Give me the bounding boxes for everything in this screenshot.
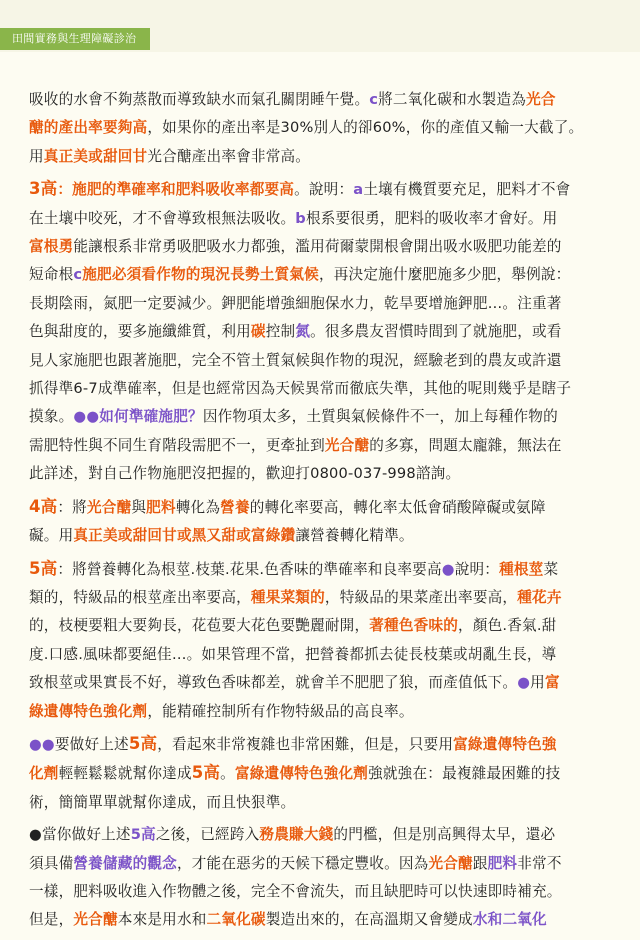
body-text: 輕輕鬆鬆就幫你達成 xyxy=(58,765,192,783)
body-text: 轉化為 xyxy=(175,498,221,516)
body-text: 強就強在：最複雜最困難的技 xyxy=(368,765,561,783)
body-text: 礙。用 xyxy=(29,527,74,545)
highlight-text: c xyxy=(73,266,83,284)
highlight-text: 肥料 xyxy=(146,498,176,516)
text-line xyxy=(29,233,619,261)
body-text: 在土壤中咬死，才不會導致根無法吸收。 xyxy=(29,209,296,227)
body-text: 須具備 xyxy=(29,854,74,872)
text-line xyxy=(29,175,619,204)
body-text: 根系要很勇，肥料的吸收率才會好。用 xyxy=(305,209,558,227)
body-text: 土壤有機質要充足，肥料才不會 xyxy=(363,181,571,199)
body-text: ，顏色.香氣.甜 xyxy=(458,617,557,635)
highlight-text: 施肥必須看作物的現況長勢土質氣候 xyxy=(82,266,319,284)
text-line xyxy=(29,821,619,849)
body-text: 跟 xyxy=(472,854,488,872)
text-line xyxy=(29,906,619,934)
highlight-text: 光合 xyxy=(526,91,556,108)
highlight-text: ● xyxy=(441,560,455,578)
body-text: ，特級品的果菜產出率要高， xyxy=(324,588,518,606)
body-text: 一樣，肥料吸收進入作物體之後，完全不會流失，而且缺肥時可以快速即時補充。 xyxy=(29,882,562,900)
text-line xyxy=(29,403,619,431)
text-line xyxy=(29,641,619,669)
highlight-text: 5高 xyxy=(130,826,156,844)
highlight-text: 4高 xyxy=(29,496,58,516)
body-text: 抓得準6-7成準確率，但是也經常因為天候異常而徹底失準，其他的呢則幾乎是瞎子 xyxy=(29,380,572,398)
paragraph xyxy=(29,821,619,935)
paragraph xyxy=(29,493,619,551)
body-text: ，看起來非常複雜也非常困難，但是，只要用 xyxy=(157,735,454,753)
body-text: 非常不 xyxy=(517,854,562,872)
body-text: 的多寡，問題太龐雜，無法在 xyxy=(369,436,562,454)
body-text: 製造出來的，在高溫期又會變成 xyxy=(265,911,473,929)
highlight-text: 營養儲藏的觀念 xyxy=(73,854,177,872)
text-line xyxy=(29,205,619,233)
text-line xyxy=(29,789,619,817)
highlight-text: ●●如何準確施肥？ xyxy=(73,408,203,426)
highlight-text: ● xyxy=(29,826,42,844)
section-tab: 田間實務與生理障礙診治 xyxy=(0,28,150,50)
body-text: 讓營養轉化精準。 xyxy=(295,527,414,545)
body-text: 將二氧化碳和水製造為 xyxy=(378,91,527,108)
body-text: 因作物項太多，土質與氣候條件不一，加上每種作物的 xyxy=(202,408,558,426)
body-text: 。很多農友習慣時間到了就施肥，或看 xyxy=(310,323,562,341)
highlight-text: 二氧化碳 xyxy=(206,911,266,929)
body-text: ，如果你的產出率是30%別人的卻60%，你的產值又輸一大截了。 xyxy=(147,119,584,137)
text-line xyxy=(29,375,619,403)
body-text: 能讓根系非常勇吸肥吸水力都強，濫用荷爾蒙開根會開出吸水吸肥功能差的 xyxy=(73,238,562,256)
highlight-text: a xyxy=(353,181,364,199)
highlight-text: 5高 xyxy=(29,558,58,578)
body-text: 但是， xyxy=(29,911,74,929)
highlight-text: 醣的產出率要夠高 xyxy=(29,119,148,137)
body-text: 說明： xyxy=(454,560,500,578)
highlight-text: 光合醣 xyxy=(86,498,132,516)
body-text: 長期陰雨，氮肥一定要減少。鉀肥能增強細胞保水力，乾旱要增施鉀肥…。注重著 xyxy=(29,294,562,312)
highlight-text: 種果菜類的 xyxy=(250,588,325,606)
text-line xyxy=(29,612,619,640)
body-text: 控制 xyxy=(265,323,296,341)
body-text: 摸象。 xyxy=(29,408,74,426)
text-line xyxy=(29,290,619,318)
body-text: 此詳述，對自己作物施肥沒把握的，歡迎打0800-037-998諮詢。 xyxy=(29,465,461,483)
text-line xyxy=(29,878,619,906)
text-line xyxy=(29,432,619,460)
body-text: ，才能在惡劣的天候下穩定豐收。因為 xyxy=(176,854,429,872)
text-line xyxy=(29,114,619,142)
body-text: 用 xyxy=(530,674,545,692)
highlight-text: c xyxy=(369,91,379,108)
text-line xyxy=(29,347,619,375)
body-text: 菜 xyxy=(543,560,559,578)
text-line xyxy=(29,759,619,788)
body-text: 短命根 xyxy=(29,266,74,284)
text-line xyxy=(29,318,619,346)
body-text: 與 xyxy=(131,498,147,516)
text-line xyxy=(29,555,619,584)
highlight-text: 種根莖 xyxy=(499,560,544,578)
body-text: 光合醣產出率會非常高。 xyxy=(147,147,311,165)
body-text: 的，枝梗要粗大要夠長，花苞要大花色要艷麗耐開， xyxy=(29,617,370,635)
highlight-text: 真正美或甜回甘或黑又甜或富綠鑽 xyxy=(73,527,296,545)
highlight-text: 5高 xyxy=(191,763,221,783)
body-text: 的轉化率要高，轉化率太低會硝酸障礙或氨障 xyxy=(249,498,546,516)
body-text: 用 xyxy=(29,147,44,165)
highlight-text: 5高 xyxy=(128,733,158,753)
text-line xyxy=(29,493,619,522)
paragraph xyxy=(29,555,619,726)
body-text: 本來是用水和 xyxy=(117,911,207,929)
body-text: 色與甜度的，要多施纖維質，利用 xyxy=(29,323,251,341)
highlight-text: 化劑 xyxy=(29,765,59,783)
body-text: 需肥特性與不同生育階段需肥不一，更牽扯到 xyxy=(29,436,325,454)
text-line xyxy=(29,669,619,697)
highlight-text: 真正美或甜回甘 xyxy=(43,147,148,165)
body-text: 的門檻，但是別高興得太早，還必 xyxy=(333,826,556,844)
highlight-text: 肥料 xyxy=(487,854,518,872)
highlight-text: 種花卉 xyxy=(517,588,562,606)
text-line xyxy=(29,698,619,726)
body-text: 當你做好上述 xyxy=(41,826,131,844)
text-line xyxy=(29,522,619,550)
paragraph xyxy=(29,175,619,488)
body-text: ：將營養轉化為根莖.枝葉.花果.色香味的準確率和良率要高 xyxy=(57,560,442,578)
text-line xyxy=(29,86,619,114)
body-text: ，能精確控制所有作物特級品的高良率。 xyxy=(147,702,414,720)
highlight-text: 富綠遺傳特色強化劑 xyxy=(234,765,369,783)
text-line xyxy=(29,730,619,759)
highlight-text: 3高 xyxy=(29,179,58,199)
body-text: 術，簡簡單單就幫你達成，而且快狠準。 xyxy=(29,793,296,811)
body-text: 要做好上述 xyxy=(54,735,129,753)
highlight-text: 光合醣 xyxy=(324,436,370,454)
body-text: 之後，已經跨入 xyxy=(155,826,260,844)
text-line xyxy=(29,460,619,488)
paragraph xyxy=(29,730,619,817)
body-text: ，再決定施什麼肥施多少肥，舉例說： xyxy=(318,266,571,284)
highlight-text: 光合醣 xyxy=(428,854,473,872)
body-text: 。 xyxy=(220,765,235,783)
highlight-text: 水和二氧化 xyxy=(472,911,547,929)
body-text: 類的，特級品的根莖產出率要高， xyxy=(29,588,251,606)
body-text: 吸收的水會不夠蒸散而導致缺水而氣孔關閉睡午覺。 xyxy=(29,91,370,108)
highlight-text: 富 xyxy=(544,674,560,692)
body-text: 見人家施肥也跟著施肥，完全不管土質氣候與作物的現況，經驗老到的農友或許還 xyxy=(29,351,562,369)
article-body xyxy=(29,86,619,939)
body-text: 度.口感.風味都要絕佳…。如果管理不當，把營養都抓去徒長枝葉或胡亂生長，導 xyxy=(29,645,557,663)
body-text: 。說明： xyxy=(294,181,354,199)
highlight-text: 著種色香味的 xyxy=(369,617,459,635)
highlight-text: 碳 xyxy=(250,323,266,341)
highlight-text: 富綠遺傳特色強 xyxy=(453,735,557,753)
text-line xyxy=(29,850,619,878)
highlight-text: 富根勇 xyxy=(29,238,74,256)
highlight-text: 氮 xyxy=(295,323,311,341)
body-text: ：將 xyxy=(57,498,87,516)
highlight-text: 綠遺傳特色強化劑 xyxy=(29,702,148,720)
highlight-text: ：施肥的準確率和肥料吸收率都要高 xyxy=(57,181,295,199)
text-line xyxy=(29,261,619,289)
text-line xyxy=(29,143,619,171)
highlight-text: 營養 xyxy=(220,498,250,516)
highlight-text: 務農賺大錢 xyxy=(259,826,334,844)
highlight-text: b xyxy=(295,209,306,227)
highlight-text: ● xyxy=(517,674,531,692)
text-line xyxy=(29,584,619,612)
highlight-text: ●● xyxy=(29,735,55,753)
body-text: 致根莖或果實長不好，導致色香味都差，就會羊不肥肥了狼，而產值低下。 xyxy=(29,674,518,692)
paragraph xyxy=(29,86,619,171)
highlight-text: 光合醣 xyxy=(73,911,118,929)
